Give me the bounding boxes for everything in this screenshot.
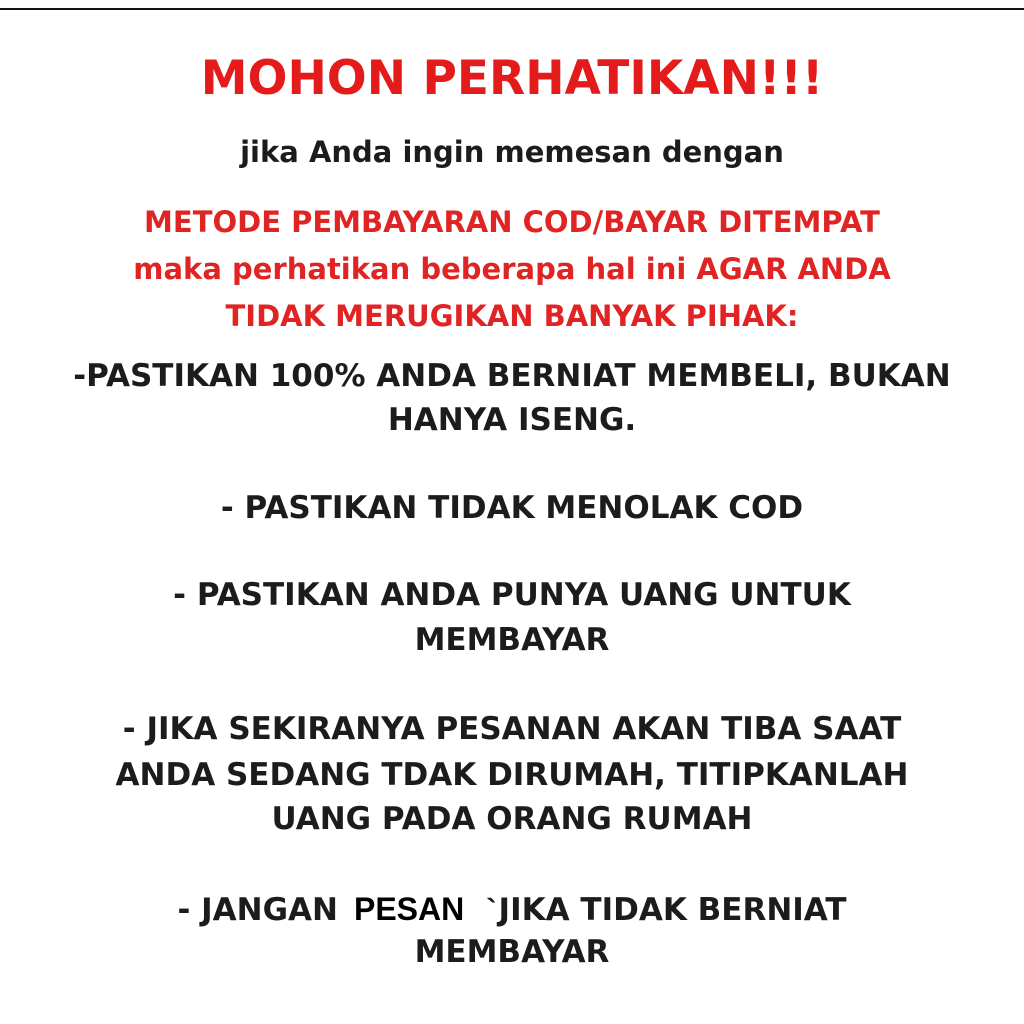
- point-5-prefix: - JANGAN: [177, 892, 338, 928]
- point-5-line-2: MEMBAYAR: [414, 934, 610, 970]
- top-border-line: [0, 8, 1024, 10]
- point-1-line-1: -PASTIKAN 100% ANDA BERNIAT MEMBELI, BUKAN: [73, 358, 951, 394]
- point-1-line-2: HANYA ISENG.: [387, 402, 637, 438]
- point-4-line-2: ANDA SEDANG TDAK DIRUMAH, TITIPKANLAH: [115, 757, 909, 793]
- point-3-line-2: MEMBAYAR: [414, 622, 610, 658]
- payment-method-line-1: METODE PEMBAYARAN COD/BAYAR DITEMPAT: [144, 205, 880, 239]
- point-5-line-1: [0, 893, 1024, 926]
- point-4-line-3: UANG PADA ORANG RUMAH: [271, 801, 753, 837]
- payment-method-line-2: maka perhatikan beberapa hal ini AGAR ANDA: [133, 252, 891, 286]
- stray-tick-mark: `: [486, 892, 497, 927]
- inserted-word-pesan: PESAN: [353, 891, 465, 927]
- point-4-line-1: - JIKA SEKIRANYA PESANAN AKAN TIBA SAAT: [122, 711, 902, 747]
- payment-method-line-3: TIDAK MERUGIKAN BANYAK PIHAK:: [225, 299, 799, 333]
- point-3-line-1: - PASTIKAN ANDA PUNYA UANG UNTUK: [173, 577, 851, 613]
- point-5-suffix: JIKA TIDAK BERNIAT: [498, 892, 847, 928]
- point-2-line-1: - PASTIKAN TIDAK MENOLAK COD: [220, 490, 804, 526]
- notice-title: MOHON PERHATIKAN!!!: [200, 51, 824, 106]
- notice-intro: jika Anda ingin memesan dengan: [240, 135, 784, 169]
